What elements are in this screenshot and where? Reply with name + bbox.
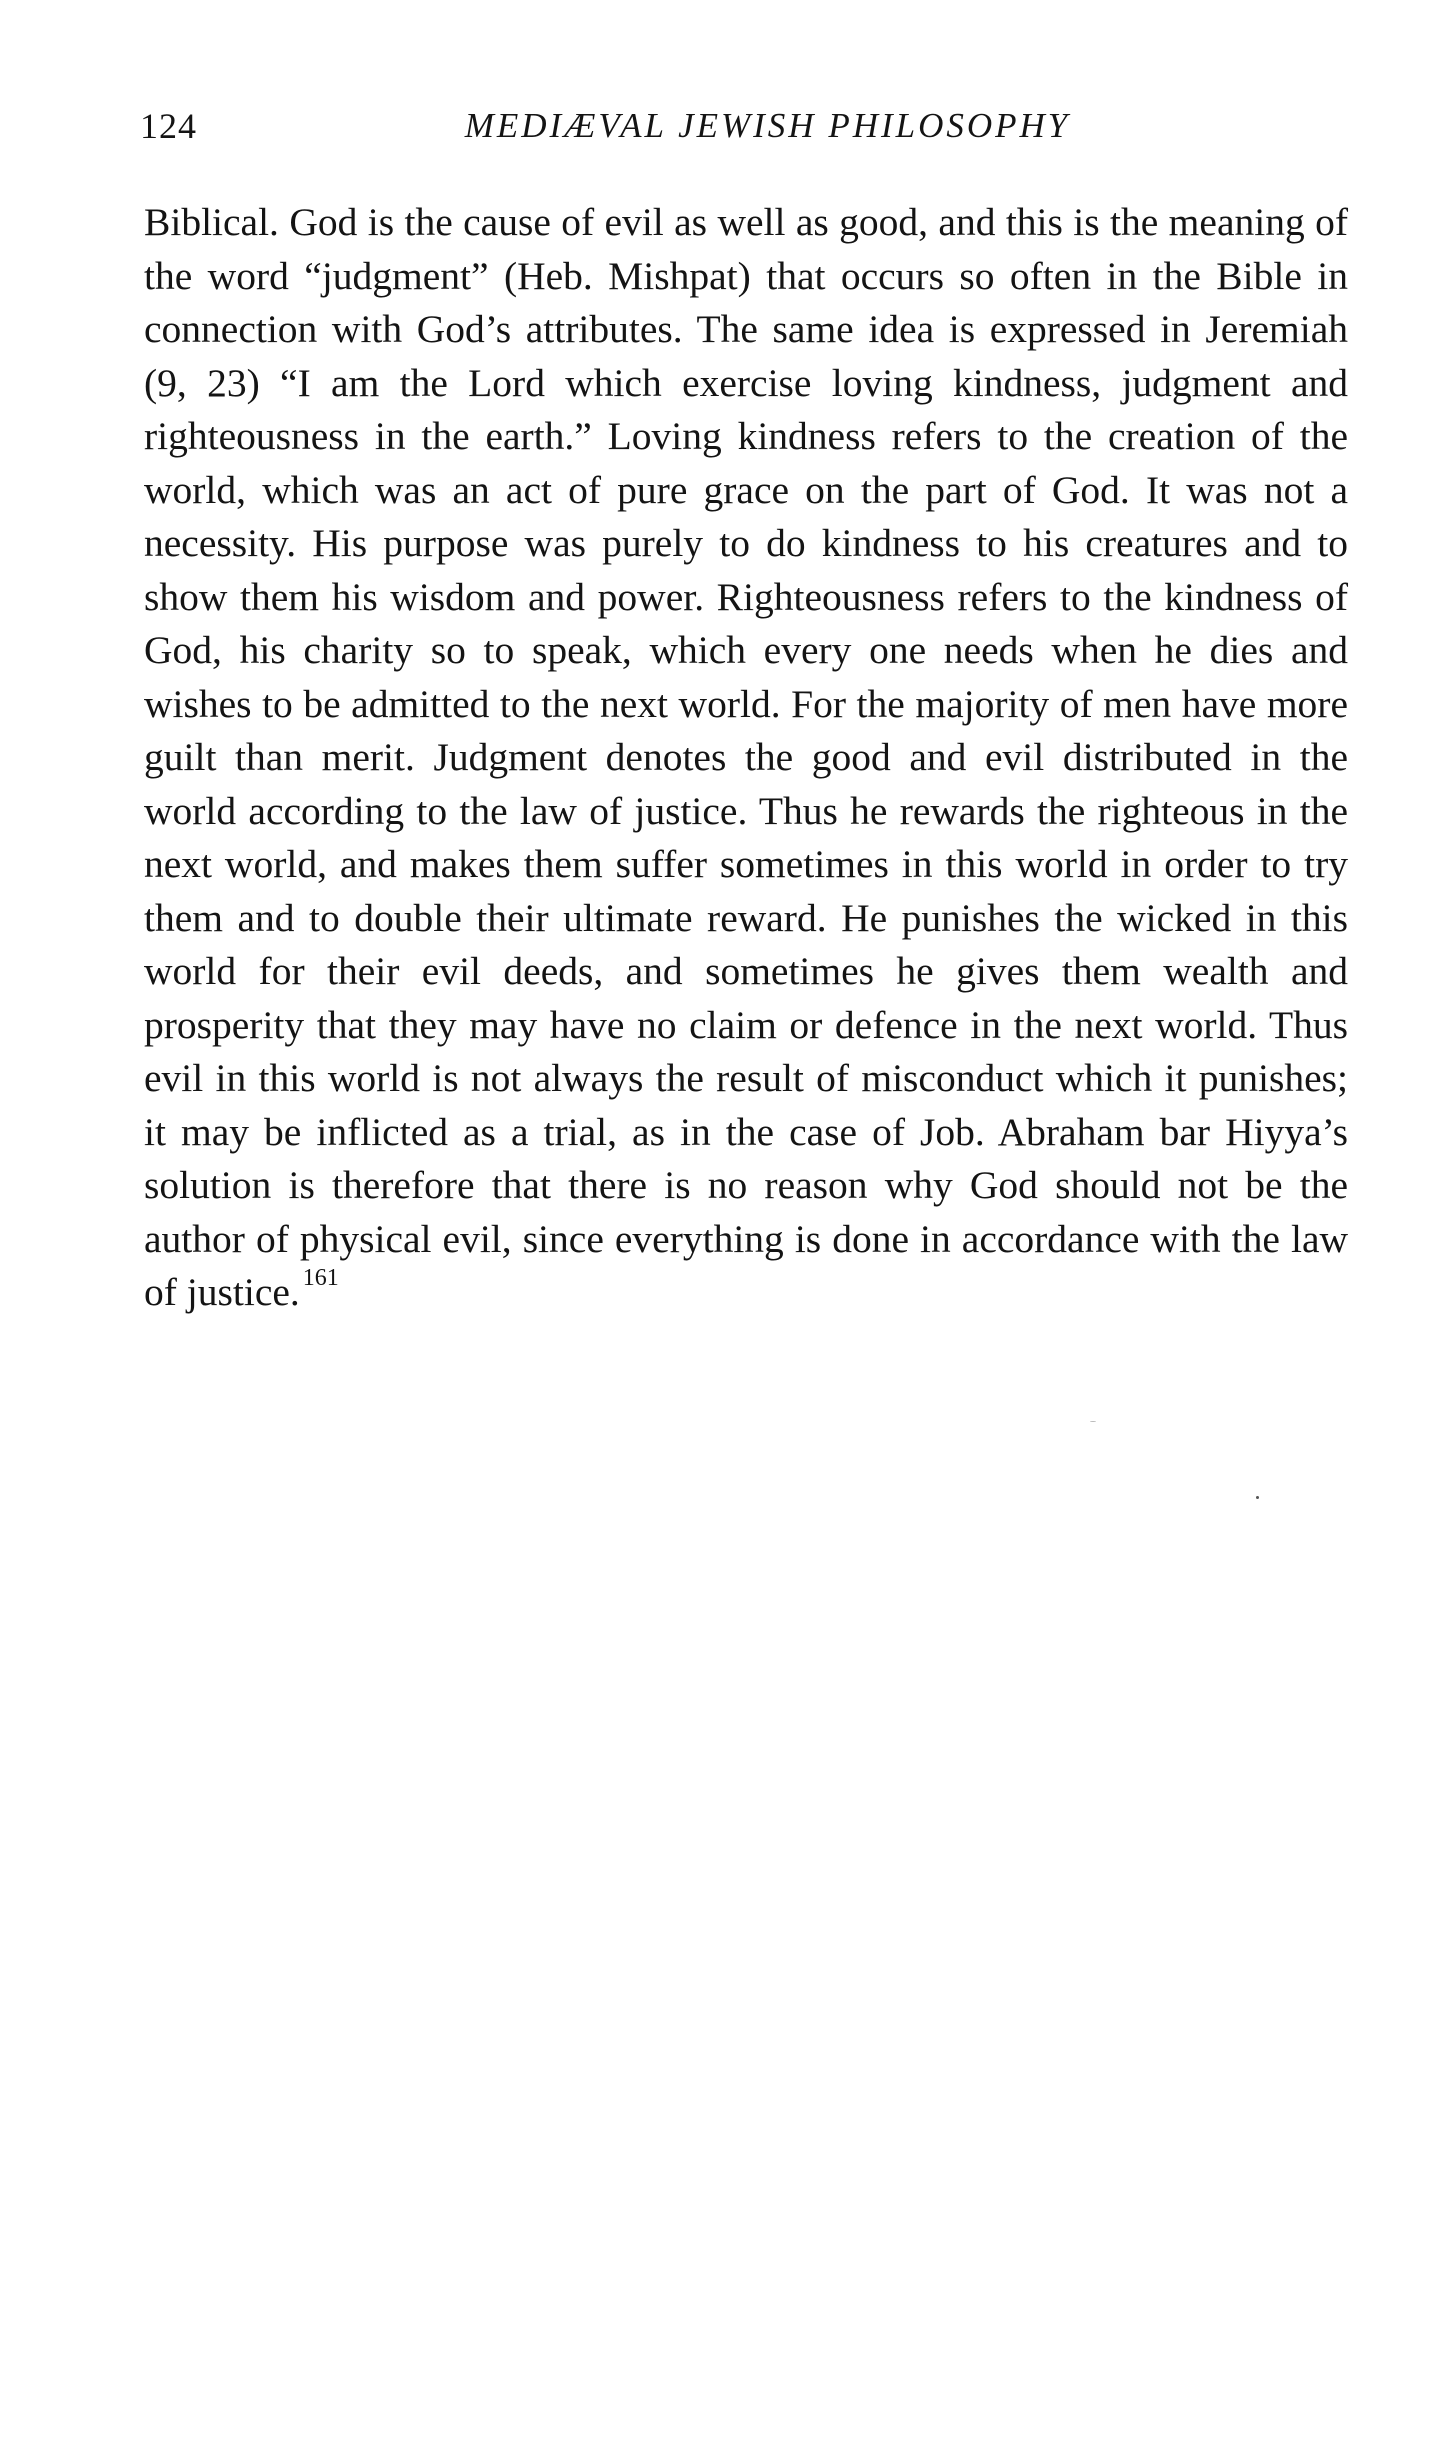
print-speck bbox=[1090, 1421, 1096, 1422]
paragraph-text: Biblical. God is the cause of evil as well as good, and this is the meaning of the word “judgment” (Heb. Mishpat) that occurs so often in the Bible in connection with God’s attributes. The same idea is expressed in Jeremiah (9, 23) “I am the Lord which exercise loving kindness, judgment and righteousness in the earth.” Loving kindness refers to the creation of the world, which was an act of pure grace on the part of God. It was not a necessity. His purpose was purely to do kindness to his creatures and to show them his wisdom and power. Righteousness refers to the kindness of God, his charity so to speak, which every one needs when he dies and wishes to be admitted to the next world. For the majority of men have more guilt than merit. Judgment denotes the good and evil distributed in the world according to the law of justice. Thus he rewards the righteous in the next world, and makes them suffer sometimes in this world in order to try them and to double their ultimate reward. He punishes the wicked in this world for their evil deeds, and sometimes he gives them wealth and prosperity that they may have no claim or defence in the next world. Thus evil in this world is not always the result of misconduct which it punishes; it may be inflicted as a trial, as in the case of Job. Abraham bar Hiyya’s solution is therefore that there is no reason why God should not be the author of physical evil, since everything is done in accordance with the law of justice. bbox=[144, 200, 1348, 1314]
footnote-reference: 161 bbox=[302, 1265, 339, 1291]
page-number: 124 bbox=[140, 106, 197, 146]
print-speck bbox=[1256, 1496, 1259, 1499]
body-paragraph bbox=[144, 196, 1348, 1320]
running-head bbox=[140, 98, 1345, 154]
running-title: MEDIÆVAL JEWISH PHILOSOPHY bbox=[464, 106, 1071, 145]
